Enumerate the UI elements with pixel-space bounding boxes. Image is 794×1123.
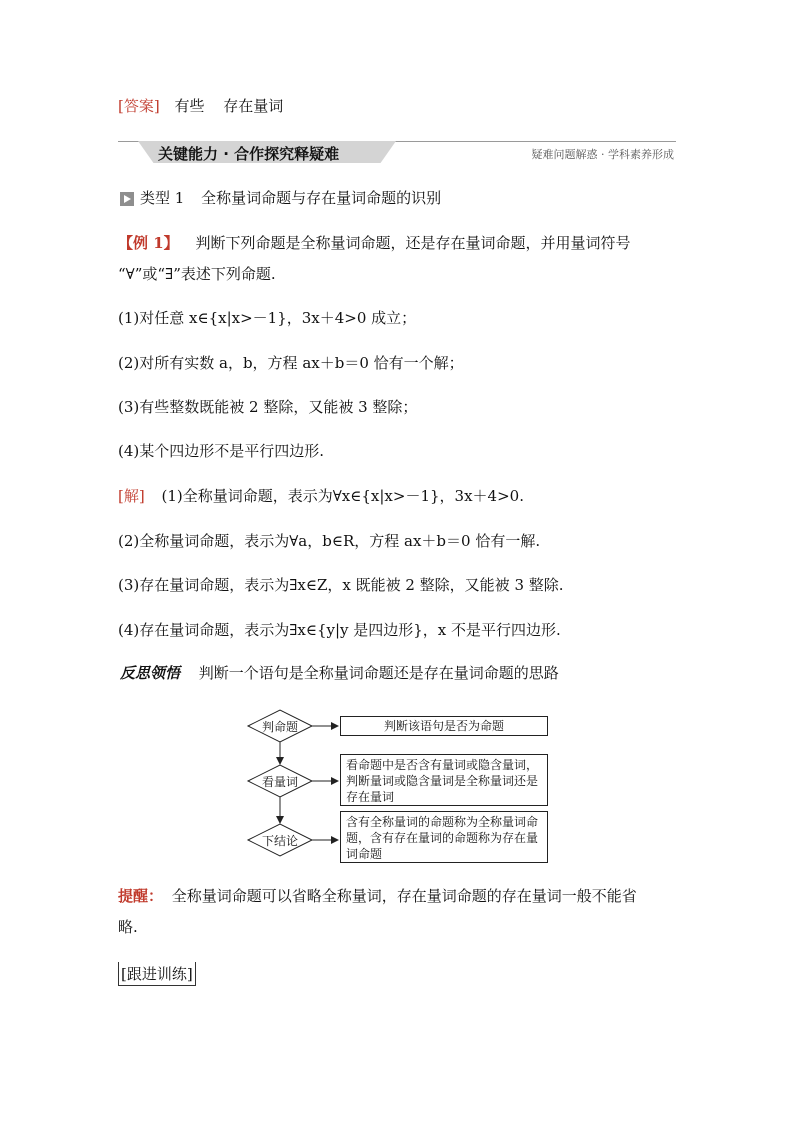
step-2-label: 看量词 xyxy=(261,775,298,789)
section-banner xyxy=(118,139,676,165)
answer-tag: [答案] xyxy=(118,97,160,115)
tip-line-1 xyxy=(118,886,637,906)
solution-line-4: (4)存在量词命题，表示为∃x∈{y|y 是四边形}，x 不是平行四边形. xyxy=(118,621,561,639)
answer-text-1: 有些 xyxy=(174,97,205,115)
item-3: (3)有些整数既能被 2 整除，又能被 3 整除； xyxy=(118,398,418,416)
item-1: (1)对任意 x∈{x|x>－1}，3x＋4>0 成立； xyxy=(118,309,417,327)
box-2: 看命题中是否含有量词或隐含量词，判断量词或隐含量词是全称量词还是存在量词 xyxy=(340,754,548,806)
box-3: 含有全称量词的命题称为全称量词命题，含有存在量词的命题称为存在量词命题 xyxy=(340,811,548,863)
solution-line-1 xyxy=(118,486,524,506)
tip-line-2: 略. xyxy=(118,918,138,936)
type-label: 类型 1 xyxy=(140,189,185,207)
example-text-1: 判断下列命题是全称量词命题，还是存在量词命题，并用量词符号 xyxy=(195,234,631,252)
banner-subtitle: 疑难问题解惑 · 学科素养形成 xyxy=(531,148,674,161)
box-1: 判断该语句是否为命题 xyxy=(340,716,548,736)
example-line-1 xyxy=(118,233,630,253)
reflect-tag: 反思领悟 xyxy=(120,666,181,682)
solution-tag: [解] xyxy=(118,487,145,505)
reflect-text: 判断一个语句是全称量词命题还是存在量词命题的思路 xyxy=(198,664,559,682)
step-3-label: 下结论 xyxy=(261,834,298,848)
solution-line-3: (3)存在量词命题，表示为∃x∈Z，x 既能被 2 整除，又能被 3 整除. xyxy=(118,576,564,594)
reflect-line xyxy=(120,663,559,684)
follow-training-label: [跟进训练] xyxy=(118,962,196,986)
tip-text-1: 全称量词命题可以省略全称量词，存在量词命题的存在量词一般不能省 xyxy=(171,887,637,905)
item-2: (2)对所有实数 a，b，方程 ax＋b＝0 恰有一个解； xyxy=(118,354,464,372)
answer-line xyxy=(118,96,283,116)
banner-title: 关键能力 · 合作探究释疑难 xyxy=(158,145,340,163)
type-title: 全称量词命题与存在量词命题的识别 xyxy=(201,189,442,207)
solution-text-1: (1)全称量词命题，表示为∀x∈{x|x>－1}，3x＋4>0. xyxy=(161,487,524,505)
step-1-label: 判命题 xyxy=(261,720,298,734)
play-triangle-icon xyxy=(120,192,134,206)
type-heading xyxy=(140,188,441,208)
tip-tag: 提醒： xyxy=(118,887,164,905)
answer-text-2: 存在量词 xyxy=(223,97,284,115)
solution-line-2: (2)全称量词命题，表示为∀a，b∈R，方程 ax＋b＝0 恰有一解. xyxy=(118,532,541,550)
example-tag: 【例 1】 xyxy=(118,234,179,252)
example-line-2: “∀”或“∃”表述下列命题. xyxy=(118,265,276,283)
item-4: (4)某个四边形不是平行四边形. xyxy=(118,442,325,460)
